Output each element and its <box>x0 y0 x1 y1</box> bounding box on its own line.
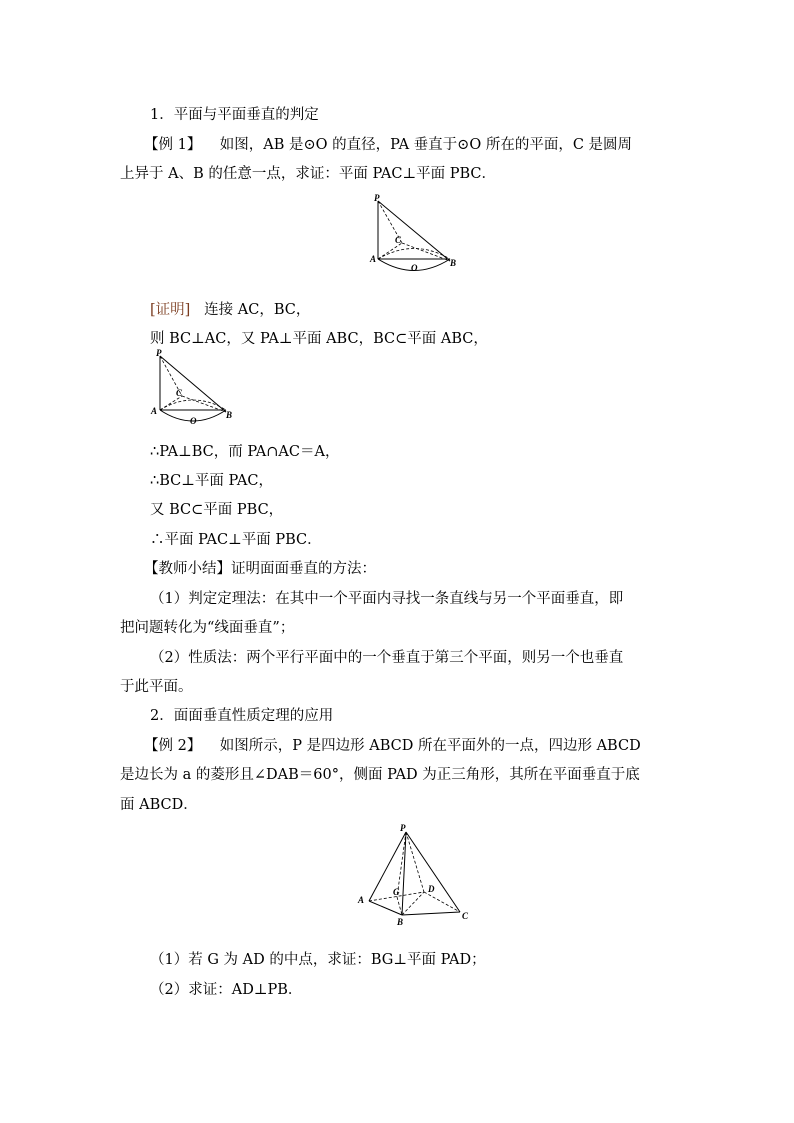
proof-line1 <box>150 300 310 320</box>
figure3-pyramid-diagram <box>352 820 477 928</box>
fig1-circle-back <box>378 249 450 260</box>
fig1-line-AC <box>378 243 402 259</box>
fig3-line-PC <box>406 832 460 912</box>
example2-tag: 【例 2】 <box>144 738 202 754</box>
fig3-label-C: C <box>462 911 469 921</box>
fig2-label-A: A <box>151 406 158 416</box>
proof-tag: [证明] <box>150 302 191 318</box>
fig1-line-CB <box>402 243 450 261</box>
fig1-label-O: O <box>411 263 418 273</box>
fig3-label-D: D <box>428 884 435 894</box>
fig3-label-P: P <box>400 823 406 833</box>
fig2-label-O: O <box>190 416 197 426</box>
example2-text-line1: 如图所示，P 是四边形 ABCD 所在平面外的一点，四边形 ABCD <box>219 738 641 754</box>
proof-text-line1: 连接 AC，BC， <box>204 302 311 318</box>
example1-text-line2: 上异于 A、B 的任意一点，求证：平面 PAC⊥平面 PBC． <box>120 166 496 182</box>
proof-line6: ∴平面 PAC⊥平面 PBC． <box>150 532 322 548</box>
example1-text-line1: 如图，AB 是⊙O 的直径，PA 垂直于⊙O 所在的平面，C 是圆周 <box>219 137 633 153</box>
figure1-cone-diagram <box>368 192 468 278</box>
fig1-label-B: B <box>450 258 457 268</box>
fig3-line-GB <box>397 897 402 915</box>
fig3-line-DC <box>424 892 460 912</box>
summary-item1-line2: 把问题转化为“线面垂直”； <box>120 620 295 636</box>
fig3-label-G: G <box>393 887 400 897</box>
fig2-line-AC <box>160 396 182 410</box>
example2-question1: （1）若 G 为 AD 的中点，求证：BG⊥平面 PAD； <box>150 952 486 968</box>
example2-text-line3: 面 ABCD． <box>120 797 198 813</box>
proof-line3: ∴PA⊥BC，而 PA∩AC＝A， <box>150 444 340 460</box>
fig3-label-A: A <box>358 895 365 905</box>
fig3-line-PA <box>369 832 406 901</box>
fig2-label-C: C <box>176 388 183 398</box>
fig1-label-A: A <box>370 254 377 264</box>
summary-title: 【教师小结】证明面面垂直的方法： <box>144 561 376 577</box>
fig1-label-C: C <box>395 235 402 245</box>
summary-item1-line1: （1）判定定理法：在其中一个平面内寻找一条直线与另一个平面垂直，即 <box>150 591 624 607</box>
figure2-cone-diagram <box>150 348 240 428</box>
fig3-label-B: B <box>397 917 404 927</box>
example2-text-line2: 是边长为 a 的菱形且∠DAB＝60°，侧面 PAD 为正三角形，其所在平面垂直于底 <box>120 767 640 783</box>
example2-question2: （2）求证：AD⊥PB． <box>150 982 303 998</box>
fig1-label-P: P <box>374 193 380 203</box>
fig2-label-B: B <box>226 410 233 420</box>
summary-item2-line1: （2）性质法：两个平行平面中的一个垂直于第三个平面，则另一个也垂直 <box>150 650 624 666</box>
fig3-line-BC <box>402 912 460 915</box>
section2-heading: 2．面面垂直性质定理的应用 <box>150 708 334 724</box>
fig3-line-PD <box>406 832 424 892</box>
proof-line5: 又 BC⊂平面 PBC， <box>150 502 284 518</box>
example1-tag: 【例 1】 <box>144 137 202 153</box>
summary-item2-line2: 于此平面。 <box>120 679 193 695</box>
fig2-label-P: P <box>156 348 162 358</box>
example1-line1 <box>144 135 632 155</box>
proof-line2: 则 BC⊥AC，又 PA⊥平面 ABC，BC⊂平面 ABC， <box>150 331 488 347</box>
section1-heading: 1．平面与平面垂直的判定 <box>150 107 319 123</box>
proof-line4: ∴BC⊥平面 PAC， <box>150 473 273 489</box>
example2-line1 <box>144 736 641 756</box>
fig3-line-AB <box>369 901 402 915</box>
